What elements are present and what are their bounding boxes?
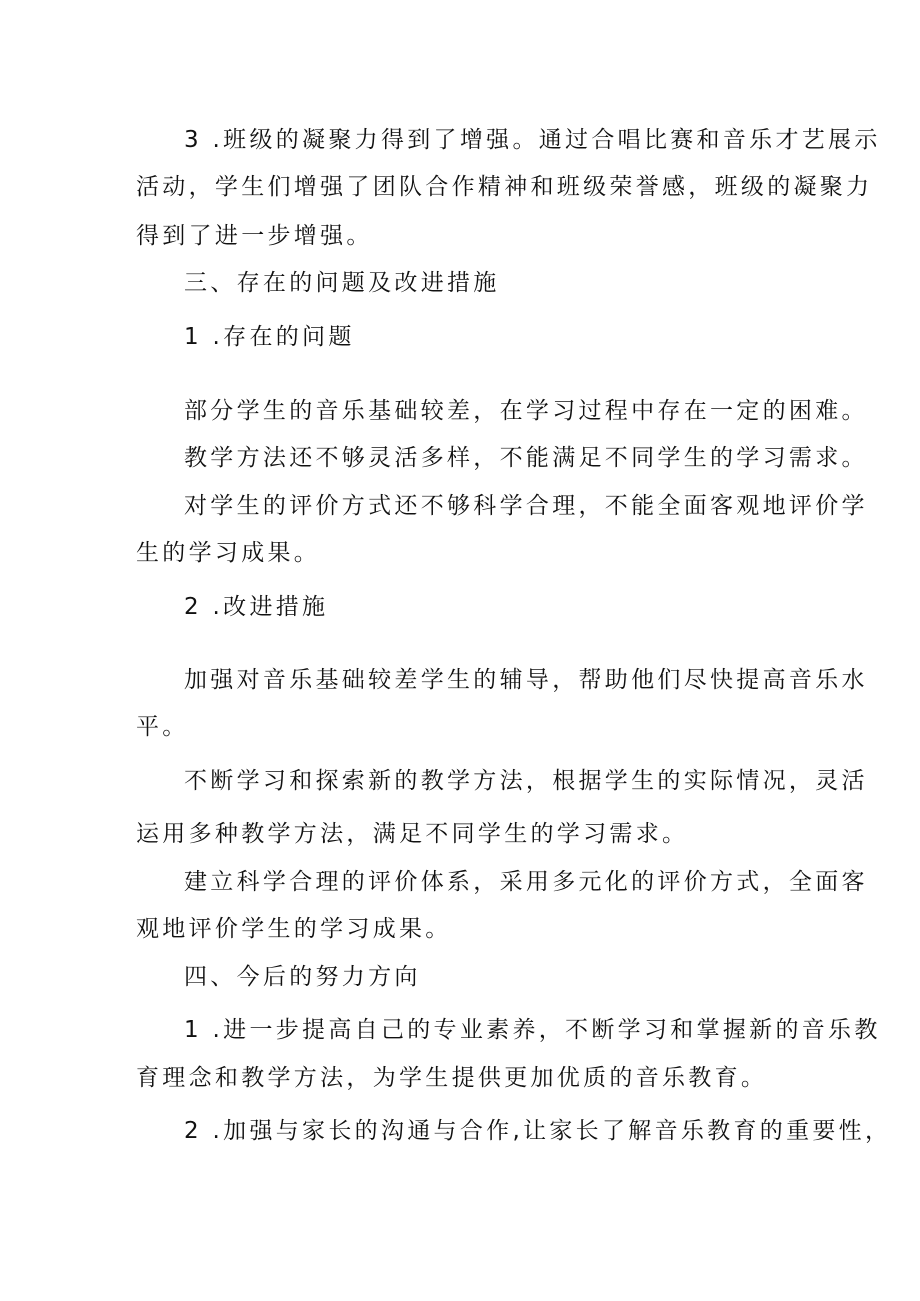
section-heading: 四、今后的努力方向 xyxy=(184,964,421,990)
paragraph-line: 活动，学生们增强了团队合作精神和班级荣誉感，班级的凝聚力 xyxy=(136,174,873,200)
section-heading: 三、存在的问题及改进措施 xyxy=(184,270,500,296)
subsection-heading: 2 .改进措施 xyxy=(184,594,329,620)
paragraph-line: 加强对音乐基础较差学生的辅导，帮助他们尽快提高音乐水 xyxy=(184,667,868,693)
paragraph-line: 育理念和教学方法，为学生提供更加优质的音乐教育。 xyxy=(136,1065,768,1091)
paragraph-line: 教学方法还不够灵活多样，不能满足不同学生的学习需求。 xyxy=(184,445,868,471)
paragraph-line: 3 .班级的凝聚力得到了增强。通过合唱比赛和音乐才艺展示 xyxy=(184,127,881,153)
paragraph-line: 建立科学合理的评价体系，采用多元化的评价方式，全面客 xyxy=(184,869,868,895)
paragraph-line: 1 .进一步提高自己的专业素养，不断学习和掌握新的音乐教 xyxy=(184,1017,881,1043)
paragraph-line: 运用多种教学方法，满足不同学生的学习需求。 xyxy=(136,821,689,847)
paragraph-line: 对学生的评价方式还不够科学合理，不能全面客观地评价学 xyxy=(184,493,868,519)
paragraph-line: 2 .加强与家长的沟通与合作,让家长了解音乐教育的重要性， xyxy=(184,1118,892,1144)
paragraph-line: 观地评价学生的学习成果。 xyxy=(136,916,452,942)
paragraph-line: 得到了进一步增强。 xyxy=(136,223,373,249)
paragraph-line: 生的学习成果。 xyxy=(136,540,321,566)
paragraph-line: 部分学生的音乐基础较差，在学习过程中存在一定的困难。 xyxy=(184,398,868,424)
subsection-heading: 1 .存在的问题 xyxy=(184,324,355,350)
paragraph-line: 不断学习和探索新的教学方法，根据学生的实际情况，灵活 xyxy=(184,768,868,794)
paragraph-line: 平。 xyxy=(136,714,189,740)
